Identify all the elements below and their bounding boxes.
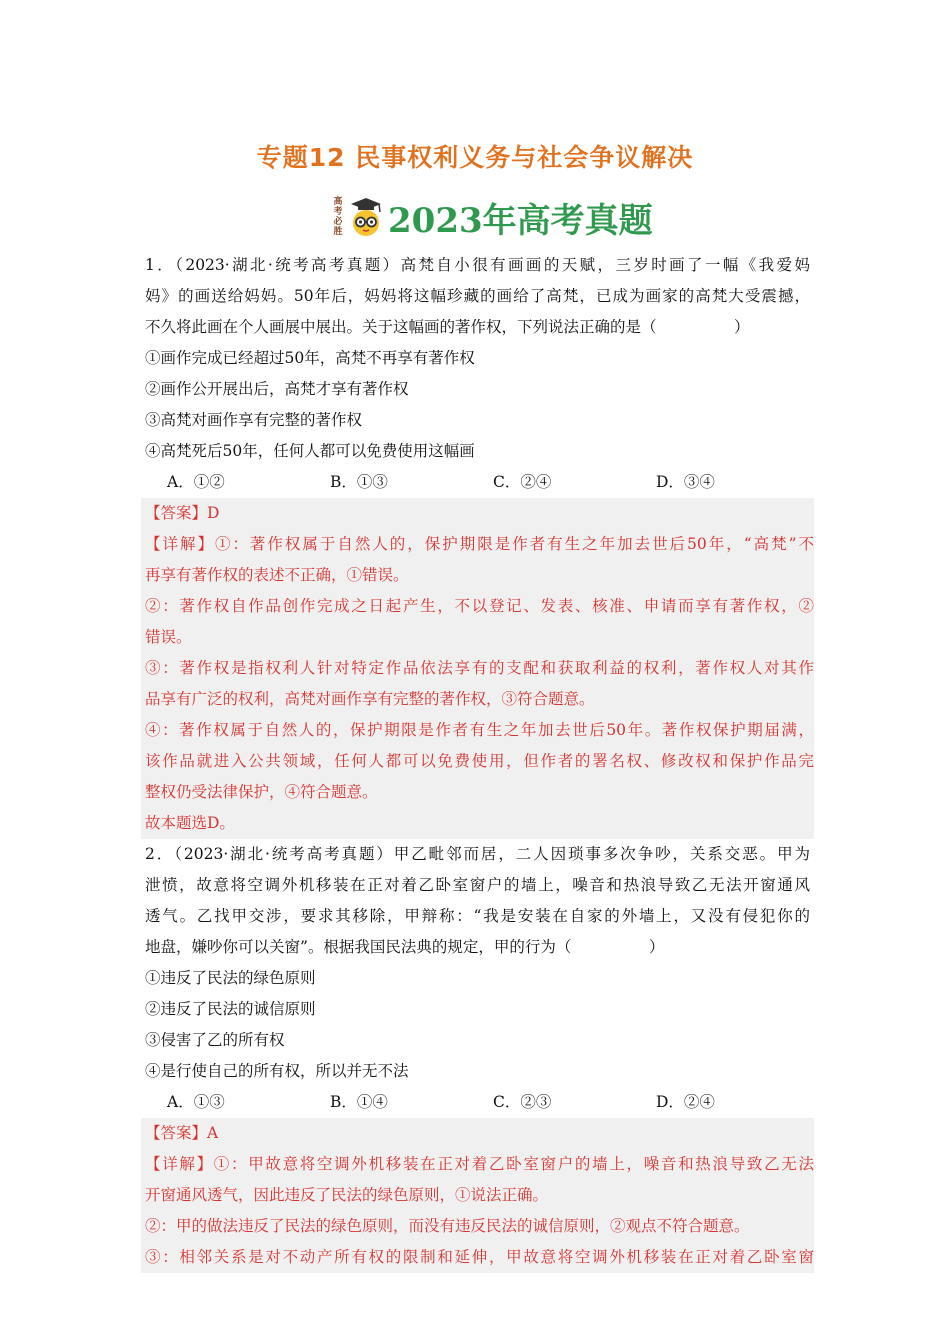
- question-2-statement-3: ③侵害了乙的所有权: [145, 1031, 285, 1049]
- detail-line: ①：甲故意将空调外机移装在正对着乙卧室窗户的墙上，噪音和热浪导致乙无法: [213, 1155, 814, 1173]
- question-2-stem-line-3: 透气。乙找甲交涉，要求其移除，甲辩称：“我是安装在自家的外墙上，又没有侵犯你的: [145, 907, 810, 925]
- question-1-statement-3: ③高梵对画作享有完整的著作权: [145, 411, 363, 429]
- option-a: A．①③: [167, 1093, 225, 1111]
- banner-side-text: 高考必胜: [333, 197, 343, 237]
- question-1-options: [145, 467, 810, 498]
- option-c: C．②④: [493, 473, 552, 491]
- question-2-answer-block: [141, 1118, 814, 1273]
- question-2-stem-line-1: 2．（2023·湖北·统考高考真题）甲乙毗邻而居，二人因琐事多次争吵，关系交恶。甲为: [145, 845, 810, 863]
- option-b: B．①③: [330, 473, 388, 491]
- question-1-stem-line-3: 不久将此画在个人画展中展出。关于这幅画的著作权，下列说法正确的是（ ）: [145, 318, 750, 336]
- option-a: A．①②: [167, 473, 225, 491]
- question-1-statement-2: ②画作公开展出后，高梵才享有著作权: [145, 380, 409, 398]
- detail-line: ②：甲的做法违反了民法的绿色原则，而没有违反民法的诚信原则，②观点不符合题意。: [145, 1217, 750, 1235]
- section-banner: [330, 192, 653, 242]
- detail-line: 开窗通风透气，因此违反了民法的绿色原则，①说法正确。: [145, 1186, 549, 1204]
- question-1-stem-line-1: 1．（2023·湖北·统考高考真题）高梵自小很有画画的天赋，三岁时画了一幅《我爱妈: [145, 256, 810, 274]
- detail-line: 品享有广泛的权利，高梵对画作享有完整的著作权，③符合题意。: [145, 690, 595, 708]
- detail-line: ③：相邻关系是对不动产所有权的限制和延伸，甲故意将空调外机移装在正对着乙卧室窗: [145, 1248, 814, 1266]
- detail-line: ②：著作权自作品创作完成之日起产生，不以登记、发表、核准、申请而享有著作权，②: [145, 597, 814, 615]
- detail-line: ③：著作权是指权利人针对特定作品依法享有的支配和获取利益的权利，著作权人对其作: [145, 659, 814, 677]
- detail-line: 该作品就进入公共领域，任何人都可以免费使用，但作者的署名权、修改权和保护作品完: [145, 752, 814, 770]
- question-1-stem-line-2: 妈》的画送给妈妈。50年后，妈妈将这幅珍藏的画给了高梵，已成为画家的高梵大受震撼，: [145, 287, 810, 305]
- banner-title: 2023年高考真题: [388, 200, 653, 241]
- detail-line: 再享有著作权的表述不正确，①错误。: [145, 566, 409, 584]
- option-c: C．②③: [493, 1093, 552, 1111]
- question-2-options: [145, 1087, 810, 1118]
- question-2-statement-2: ②违反了民法的诚信原则: [145, 1000, 316, 1018]
- answer-label: 【答案】: [145, 1124, 208, 1142]
- detail-line: 故本题选D。: [145, 814, 235, 832]
- detail-label: 【详解】: [145, 1155, 214, 1173]
- option-b: B．①④: [330, 1093, 388, 1111]
- question-1-answer-block: [141, 498, 814, 839]
- question-1-statement-1: ①画作完成已经超过50年，高梵不再享有著作权: [145, 349, 475, 367]
- option-d: D．③④: [656, 473, 715, 491]
- option-d: D．②④: [656, 1093, 715, 1111]
- detail-line: ①：著作权属于自然人的，保护期限是作者有生之年加去世后50年，“高梵”不: [214, 535, 814, 553]
- answer-value: A: [207, 1124, 219, 1142]
- questions: [145, 250, 814, 1273]
- question-2-statement-4: ④是行使自己的所有权，所以并无不法: [145, 1062, 409, 1080]
- question-2-statement-1: ①违反了民法的绿色原则: [145, 969, 316, 987]
- question-1-statement-4: ④高梵死后50年，任何人都可以免费使用这幅画: [145, 442, 475, 460]
- answer-value: D: [207, 504, 220, 522]
- question-2-stem-line-2: 泄愤，故意将空调外机移装在正对着乙卧室窗户的墙上，噪音和热浪导致乙无法开窗通风: [145, 876, 810, 894]
- detail-line: 错误。: [145, 628, 192, 646]
- owl-graduate-icon: [348, 197, 384, 237]
- question-2-stem-line-4: 地盘，嫌吵你可以关窗”。根据我国民法典的规定，甲的行为（ ）: [145, 938, 665, 956]
- detail-label: 【详解】: [145, 535, 215, 553]
- detail-line: 整权仍受法律保护，④符合题意。: [145, 783, 378, 801]
- page-title: 专题12 民事权利义务与社会争议解决: [256, 143, 694, 172]
- detail-line: ④：著作权属于自然人的，保护期限是作者有生之年加去世后50年。著作权保护期届满，: [145, 721, 814, 739]
- answer-label: 【答案】: [145, 504, 208, 522]
